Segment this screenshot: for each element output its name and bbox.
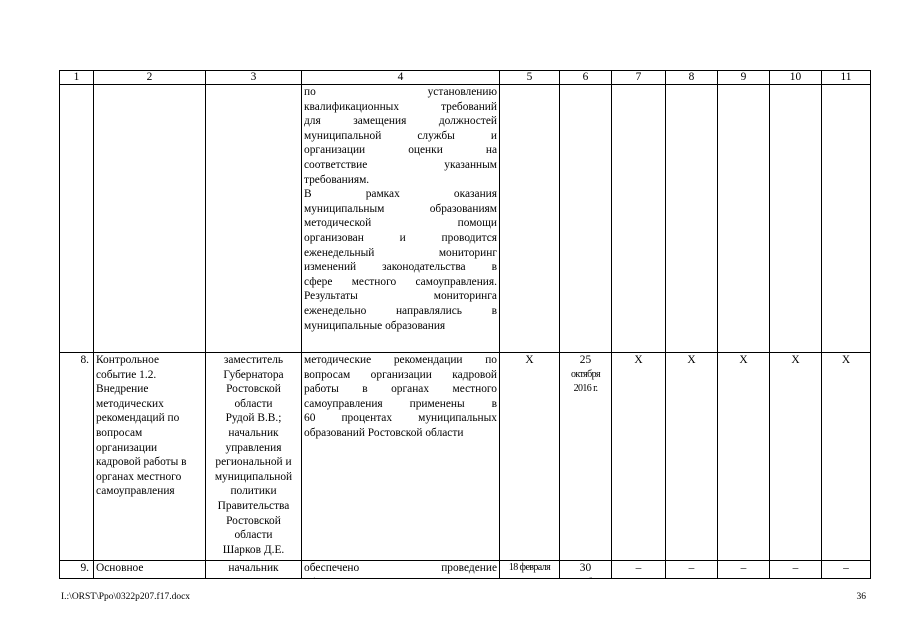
col-num-3: 3 — [206, 71, 302, 85]
mark-cell: – — [612, 561, 666, 601]
result-cell: по установлению квалификационных требований для замещения должностей муниципальной службы и организации оценки на соответствие указанным требованиям. В рамках оказания муниципальным образованиям методической помощи организован и проводится еженедельный мониторинг изменений законодательства в сфере местного самоуправления. Результаты мониторинга еженедельно направлялись в муниципальные образования — [302, 85, 500, 353]
result-cell: методические рекомендации по вопросам организации кадровой работы в органах местного самоуправления применены в 60 процентах муниципальных образований Ростовской области — [302, 353, 500, 561]
mark-cell: X — [666, 353, 718, 561]
table-row-continuation — [60, 85, 871, 353]
footer-file-path: I.:\ORST\Ppo\0322p207.f17.docx — [61, 592, 191, 602]
table-row-8 — [60, 353, 871, 561]
event-name-cell: Контрольное событие 1.2. Внедрение методических рекомендаций по вопросам организации кадровой работы в органах местного самоуправления — [94, 353, 206, 561]
mark-cell: – — [718, 561, 770, 601]
mark-cell: X — [718, 353, 770, 561]
mark-cell: X — [612, 353, 666, 561]
mark-cell: X — [822, 353, 871, 561]
col-num-11: 11 — [822, 71, 871, 85]
event-name-cell: Основное — [94, 561, 206, 601]
col-num-1: 1 — [60, 71, 94, 85]
col-num-10: 10 — [770, 71, 822, 85]
col-num-5: 5 — [500, 71, 560, 85]
row-number: 8. — [60, 353, 94, 561]
col-num-9: 9 — [718, 71, 770, 85]
table-bottom-border — [59, 578, 871, 579]
plan-table — [59, 70, 871, 601]
mark-cell: – — [822, 561, 871, 601]
col-num-8: 8 — [666, 71, 718, 85]
col-num-4: 4 — [302, 71, 500, 85]
col-num-6: 6 — [560, 71, 612, 85]
col-num-2: 2 — [94, 71, 206, 85]
column-number-row — [60, 71, 871, 85]
col-num-7: 7 — [612, 71, 666, 85]
page-number: 36 — [856, 592, 866, 602]
result-cell: обеспечено проведение — [302, 561, 500, 601]
responsible-cell: начальник — [206, 561, 302, 601]
row-number: 9. — [60, 561, 94, 601]
date-cell: 25 октября 2016 г. — [560, 353, 612, 561]
date-cell: 18 февраля — [500, 561, 560, 601]
mark-cell: X — [770, 353, 822, 561]
responsible-cell: заместитель Губернатора Ростовской области Рудой В.В.; начальник управления региональной и муниципальной политики Правительства Ростовской области Шарков Д.Е. — [206, 353, 302, 561]
mark-cell: – — [770, 561, 822, 601]
mark-cell: X — [500, 353, 560, 561]
mark-cell: – — [666, 561, 718, 601]
date-cell: 30 — [560, 561, 612, 601]
